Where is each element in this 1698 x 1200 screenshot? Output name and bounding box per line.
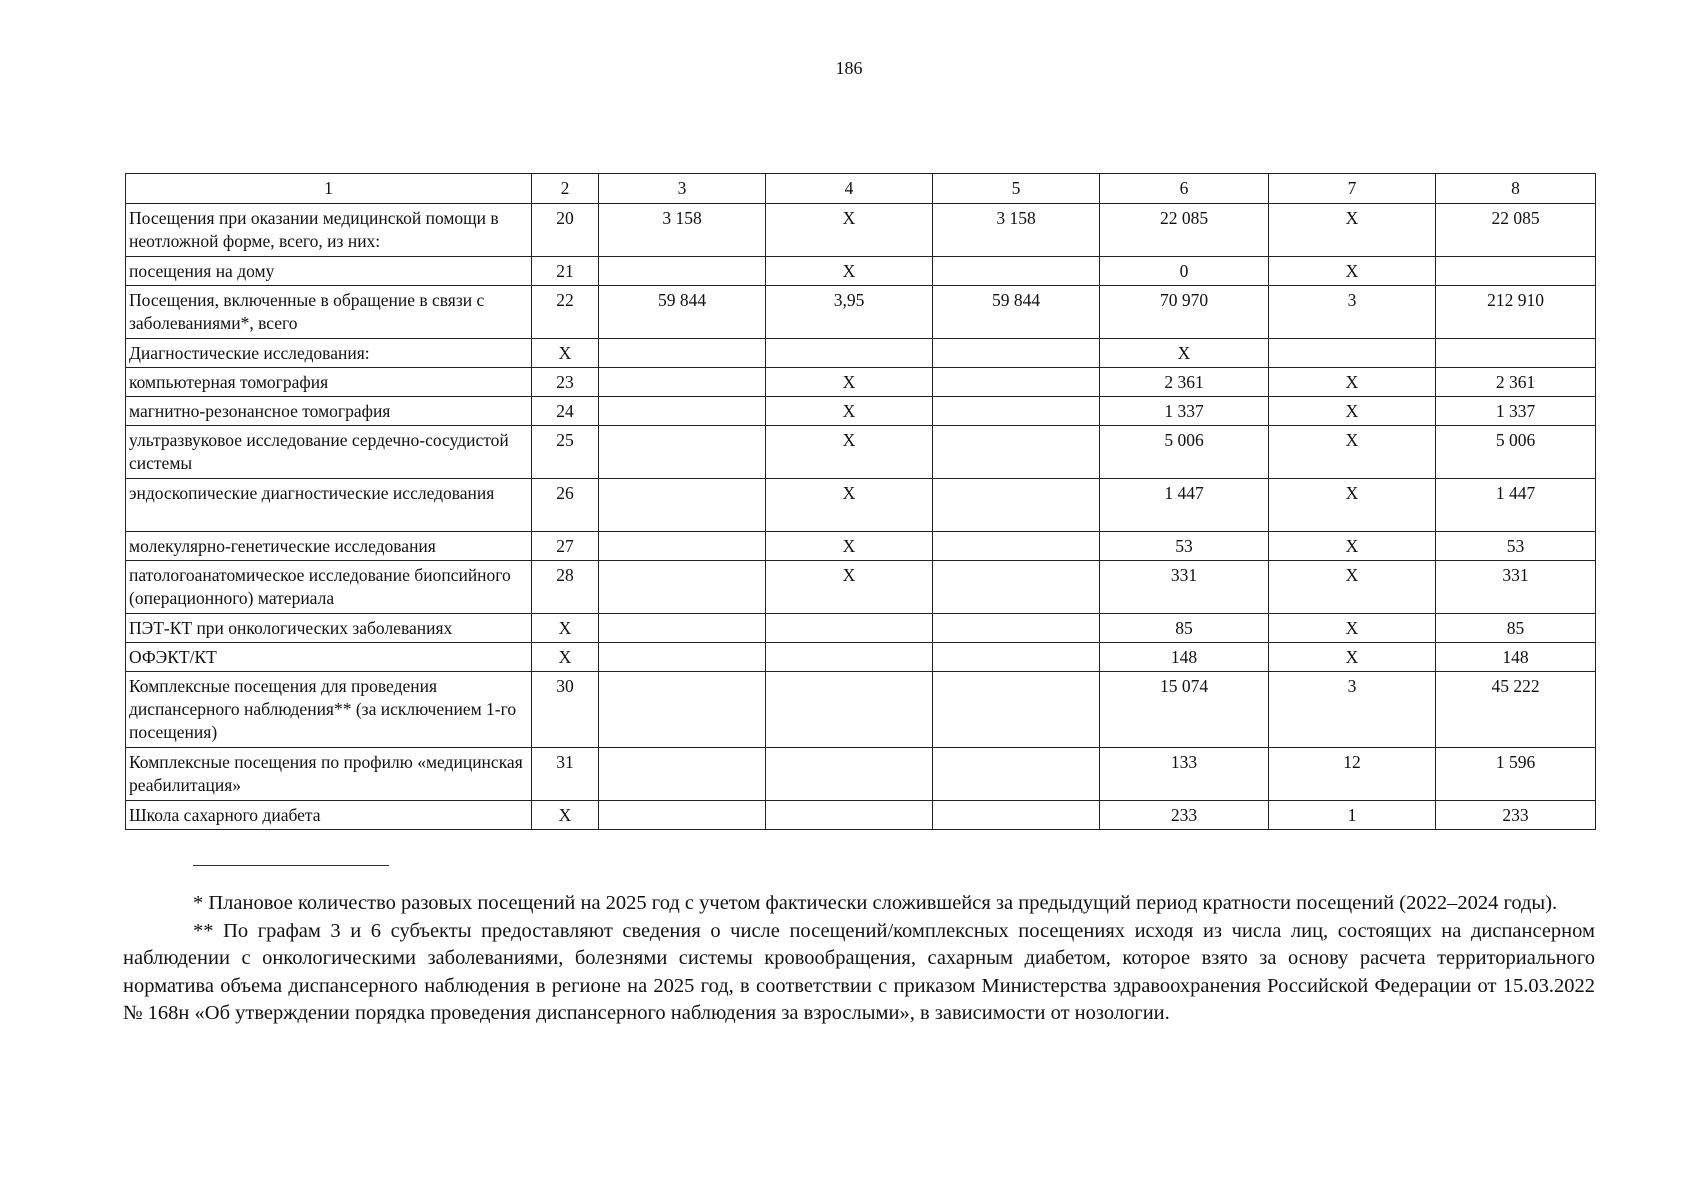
table-cell-col-2: 23 bbox=[532, 368, 599, 397]
table-cell-col-7: X bbox=[1269, 204, 1436, 257]
row-label-cell: патологоанатомическое исследование биопсийного (операционного) материала bbox=[126, 561, 532, 614]
table-cell-col-5 bbox=[933, 479, 1100, 532]
column-header-2: 2 bbox=[532, 174, 599, 204]
table-cell-col-5 bbox=[933, 748, 1100, 801]
table-row bbox=[126, 426, 1596, 479]
table-body bbox=[126, 174, 1596, 830]
table-cell-col-3 bbox=[599, 672, 766, 748]
table-cell-col-2: 21 bbox=[532, 257, 599, 286]
table-cell-col-3 bbox=[599, 397, 766, 426]
table-cell-col-8: 85 bbox=[1436, 614, 1596, 643]
table-cell-col-2: 24 bbox=[532, 397, 599, 426]
table-cell-col-6: 233 bbox=[1100, 801, 1269, 830]
table-cell-col-6: 148 bbox=[1100, 643, 1269, 672]
table-cell-col-8: 45 222 bbox=[1436, 672, 1596, 748]
footnotes bbox=[123, 890, 1595, 1028]
table-cell-col-2: 27 bbox=[532, 532, 599, 561]
table-cell-col-3 bbox=[599, 426, 766, 479]
table-cell-col-6: X bbox=[1100, 339, 1269, 368]
table-cell-col-7: X bbox=[1269, 614, 1436, 643]
row-label-cell: посещения на дому bbox=[126, 257, 532, 286]
row-label-cell: молекулярно-генетические исследования bbox=[126, 532, 532, 561]
column-header-5: 5 bbox=[933, 174, 1100, 204]
table-cell-col-7: 3 bbox=[1269, 286, 1436, 339]
table-cell-col-4 bbox=[766, 339, 933, 368]
data-table bbox=[125, 173, 1596, 830]
table-cell-col-7: X bbox=[1269, 561, 1436, 614]
table-cell-col-8: 233 bbox=[1436, 801, 1596, 830]
table-cell-col-3 bbox=[599, 532, 766, 561]
row-label-cell: компьютерная томография bbox=[126, 368, 532, 397]
table-cell-col-4: X bbox=[766, 532, 933, 561]
table-cell-col-6: 5 006 bbox=[1100, 426, 1269, 479]
table-cell-col-2: 28 bbox=[532, 561, 599, 614]
table-cell-col-5 bbox=[933, 643, 1100, 672]
table-row bbox=[126, 479, 1596, 532]
table-cell-col-2: X bbox=[532, 643, 599, 672]
table-cell-col-6: 1 337 bbox=[1100, 397, 1269, 426]
table-cell-col-8: 148 bbox=[1436, 643, 1596, 672]
table-row bbox=[126, 561, 1596, 614]
table-cell-col-8: 22 085 bbox=[1436, 204, 1596, 257]
table-cell-col-5 bbox=[933, 532, 1100, 561]
table-cell-col-5 bbox=[933, 257, 1100, 286]
column-header-7: 7 bbox=[1269, 174, 1436, 204]
table-cell-col-7: 12 bbox=[1269, 748, 1436, 801]
column-header-8: 8 bbox=[1436, 174, 1596, 204]
table-row bbox=[126, 672, 1596, 748]
table-cell-col-3 bbox=[599, 801, 766, 830]
table-cell-col-2: X bbox=[532, 801, 599, 830]
table-cell-col-3: 59 844 bbox=[599, 286, 766, 339]
table-cell-col-4: X bbox=[766, 368, 933, 397]
table-cell-col-2: 20 bbox=[532, 204, 599, 257]
table-cell-col-8 bbox=[1436, 339, 1596, 368]
table-cell-col-6: 2 361 bbox=[1100, 368, 1269, 397]
table-cell-col-6: 0 bbox=[1100, 257, 1269, 286]
row-label-cell: магнитно-резонансное томография bbox=[126, 397, 532, 426]
table-cell-col-8: 1 337 bbox=[1436, 397, 1596, 426]
table-cell-col-8: 53 bbox=[1436, 532, 1596, 561]
footnote-1: * Плановое количество разовых посещений на 2025 год с учетом фактически сложившейся за предыдущий период кратности посещений (2022–2024 годы). bbox=[193, 892, 1558, 914]
row-label-cell: эндоскопические диагностические исследования bbox=[126, 479, 532, 532]
table-cell-col-6: 70 970 bbox=[1100, 286, 1269, 339]
table-cell-col-2: 26 bbox=[532, 479, 599, 532]
table-cell-col-6: 331 bbox=[1100, 561, 1269, 614]
table-cell-col-2: X bbox=[532, 614, 599, 643]
table-cell-col-4: X bbox=[766, 561, 933, 614]
column-header-6: 6 bbox=[1100, 174, 1269, 204]
table-cell-col-6: 85 bbox=[1100, 614, 1269, 643]
table-cell-col-8: 2 361 bbox=[1436, 368, 1596, 397]
table-cell-col-7: X bbox=[1269, 479, 1436, 532]
table-row bbox=[126, 748, 1596, 801]
table-cell-col-7: X bbox=[1269, 426, 1436, 479]
column-header-1: 1 bbox=[126, 174, 532, 204]
row-label-cell: ОФЭКТ/КТ bbox=[126, 643, 532, 672]
table-cell-col-5 bbox=[933, 368, 1100, 397]
table-cell-col-5 bbox=[933, 397, 1100, 426]
table-cell-col-8: 1 596 bbox=[1436, 748, 1596, 801]
table-row bbox=[126, 614, 1596, 643]
table-header-row bbox=[126, 174, 1596, 204]
row-label-cell: Диагностические исследования: bbox=[126, 339, 532, 368]
column-header-4: 4 bbox=[766, 174, 933, 204]
table-cell-col-6: 53 bbox=[1100, 532, 1269, 561]
row-label-cell: ультразвуковое исследование сердечно-сосудистой системы bbox=[126, 426, 532, 479]
table-cell-col-4: X bbox=[766, 426, 933, 479]
table-cell-col-3 bbox=[599, 643, 766, 672]
table-cell-col-2: 31 bbox=[532, 748, 599, 801]
table-cell-col-2: 22 bbox=[532, 286, 599, 339]
row-label-cell: Школа сахарного диабета bbox=[126, 801, 532, 830]
table-cell-col-3 bbox=[599, 561, 766, 614]
table-cell-col-7: X bbox=[1269, 532, 1436, 561]
table-cell-col-6: 22 085 bbox=[1100, 204, 1269, 257]
table-cell-col-5 bbox=[933, 339, 1100, 368]
table-row bbox=[126, 257, 1596, 286]
table-row bbox=[126, 339, 1596, 368]
table-row bbox=[126, 397, 1596, 426]
footnote-2: ** По графам 3 и 6 субъекты предоставляют сведения о числе посещений/комплексных посещениях исходя из числа лиц, состоящих на диспансерном наблюдении с онкологическими заболеваниями, болезнями системы кровообращения, сахарным диабетом, которое взято за основу расчета территориального норматива объема диспансерного наблюдения в регионе на 2025 год, в соответствии с приказом Министерства здравоохранения Российской Федерации от 15.03.2022 № 168н «Об утверждении порядка проведения диспансерного наблюдения за взрослыми», в зависимости от нозологии. bbox=[123, 919, 1595, 1024]
table-cell-col-8: 331 bbox=[1436, 561, 1596, 614]
table-cell-col-7: 1 bbox=[1269, 801, 1436, 830]
table-cell-col-4 bbox=[766, 672, 933, 748]
table-cell-col-7: X bbox=[1269, 397, 1436, 426]
table-cell-col-3: 3 158 bbox=[599, 204, 766, 257]
table-cell-col-8: 1 447 bbox=[1436, 479, 1596, 532]
table-cell-col-4: X bbox=[766, 479, 933, 532]
row-label-cell: Посещения, включенные в обращение в связи с заболеваниями*, всего bbox=[126, 286, 532, 339]
table-cell-col-3 bbox=[599, 614, 766, 643]
table-row bbox=[126, 801, 1596, 830]
row-label-cell: Комплексные посещения по профилю «медицинская реабилитация» bbox=[126, 748, 532, 801]
table-cell-col-5 bbox=[933, 561, 1100, 614]
table-cell-col-4: X bbox=[766, 204, 933, 257]
table-cell-col-7 bbox=[1269, 339, 1436, 368]
page-number: 186 bbox=[835, 58, 863, 78]
table-cell-col-4: X bbox=[766, 397, 933, 426]
table-cell-col-5 bbox=[933, 801, 1100, 830]
table-cell-col-8 bbox=[1436, 257, 1596, 286]
table-row bbox=[126, 368, 1596, 397]
table-cell-col-3 bbox=[599, 339, 766, 368]
table-cell-col-7: 3 bbox=[1269, 672, 1436, 748]
row-label-cell: Комплексные посещения для проведения диспансерного наблюдения** (за исключением 1-го посещения) bbox=[126, 672, 532, 748]
table-cell-col-5: 3 158 bbox=[933, 204, 1100, 257]
table-cell-col-4: 3,95 bbox=[766, 286, 933, 339]
table-cell-col-4 bbox=[766, 748, 933, 801]
table-cell-col-6: 15 074 bbox=[1100, 672, 1269, 748]
table-cell-col-5 bbox=[933, 614, 1100, 643]
row-label-cell: Посещения при оказании медицинской помощи в неотложной форме, всего, из них: bbox=[126, 204, 532, 257]
table-cell-col-5 bbox=[933, 672, 1100, 748]
table-cell-col-8: 5 006 bbox=[1436, 426, 1596, 479]
table-cell-col-6: 133 bbox=[1100, 748, 1269, 801]
table-cell-col-5: 59 844 bbox=[933, 286, 1100, 339]
table-row bbox=[126, 643, 1596, 672]
row-label-cell: ПЭТ-КТ при онкологических заболеваниях bbox=[126, 614, 532, 643]
table-cell-col-3 bbox=[599, 368, 766, 397]
table-cell-col-2: 25 bbox=[532, 426, 599, 479]
table-row bbox=[126, 286, 1596, 339]
column-header-3: 3 bbox=[599, 174, 766, 204]
table-cell-col-7: X bbox=[1269, 257, 1436, 286]
table-cell-col-5 bbox=[933, 426, 1100, 479]
table-cell-col-2: 30 bbox=[532, 672, 599, 748]
table-cell-col-7: X bbox=[1269, 643, 1436, 672]
table-cell-col-4 bbox=[766, 801, 933, 830]
table-cell-col-3 bbox=[599, 479, 766, 532]
table-cell-col-4: X bbox=[766, 257, 933, 286]
table-cell-col-8: 212 910 bbox=[1436, 286, 1596, 339]
table-cell-col-6: 1 447 bbox=[1100, 479, 1269, 532]
table-row bbox=[126, 204, 1596, 257]
table-cell-col-3 bbox=[599, 748, 766, 801]
table-row bbox=[126, 532, 1596, 561]
table-cell-col-3 bbox=[599, 257, 766, 286]
table-cell-col-2: X bbox=[532, 339, 599, 368]
table-cell-col-7: X bbox=[1269, 368, 1436, 397]
table-cell-col-4 bbox=[766, 643, 933, 672]
table-cell-col-4 bbox=[766, 614, 933, 643]
footnote-separator bbox=[193, 865, 389, 866]
